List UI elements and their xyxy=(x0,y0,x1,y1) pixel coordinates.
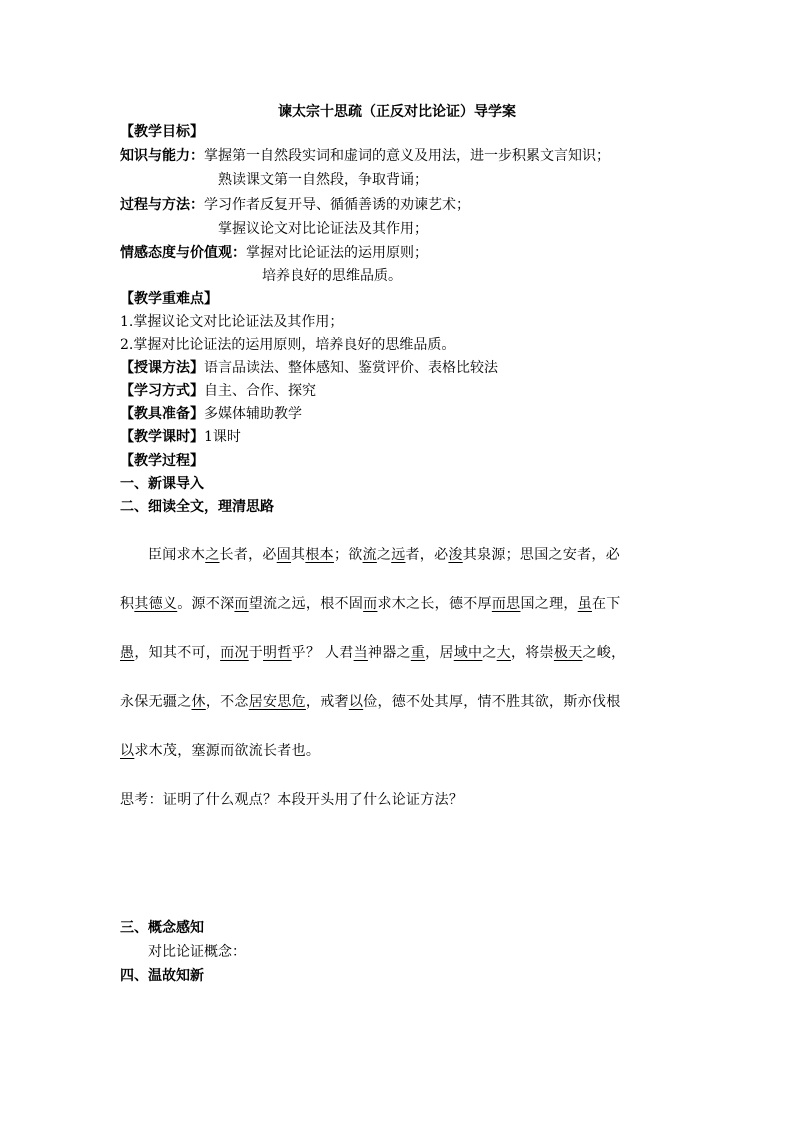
underlined-word: 远 xyxy=(391,547,406,563)
process-text-1: 学习作者反复开导、循循善诱的劝谏艺术； xyxy=(204,197,470,213)
tools-line xyxy=(120,404,302,424)
passage-text: 于 xyxy=(248,645,264,661)
passage-text: 求木茂，塞源而欲流长者也。 xyxy=(134,743,321,759)
passage-text: 其 xyxy=(291,547,306,563)
passage-text: 其泉源；思国之安者，必 xyxy=(462,547,621,563)
underlined-word: 当 xyxy=(353,645,368,661)
underlined-word: 虽 xyxy=(577,596,592,612)
underlined-word: 大 xyxy=(496,645,511,661)
passage-text: 之 xyxy=(482,645,497,661)
tools-text: 多媒体辅助教学 xyxy=(204,406,302,422)
study-label: 【学习方式】 xyxy=(120,383,204,399)
passage-text: 在下 xyxy=(591,596,621,612)
underlined-word: 域中 xyxy=(453,645,483,661)
passage-text: 俭，德不处其厚，情不胜其欲，斯亦伐根 xyxy=(363,694,621,710)
underlined-word: 流 xyxy=(362,547,377,563)
underlined-word: 以 xyxy=(348,694,364,710)
passage-text: 求木之长，德不厚 xyxy=(377,596,492,612)
emotion-label: 情感态度与价值观： xyxy=(120,245,246,261)
passage-text: 积 xyxy=(120,596,135,612)
tools-label: 【教具准备】 xyxy=(120,406,204,422)
passage-text: ，将崇 xyxy=(510,645,554,661)
key-points-heading: 【教学重难点】 xyxy=(120,291,218,307)
underlined-word: 休 xyxy=(191,694,206,710)
study-line xyxy=(120,381,316,401)
underlined-word: 居安思危 xyxy=(248,694,306,710)
process-line-2: 掌握议论文对比论证法及其作用； xyxy=(218,221,428,237)
passage-text: 永保无疆之 xyxy=(120,694,192,710)
underlined-word: 愚 xyxy=(120,645,135,661)
process-label: 过程与方法： xyxy=(120,197,204,213)
passage-line-3 xyxy=(120,643,625,663)
method-line xyxy=(120,358,498,378)
passage-text: 乎？ 人君 xyxy=(291,645,354,661)
knowledge-line-1 xyxy=(120,146,610,166)
emotion-text-1: 掌握对比论证法的运用原则； xyxy=(246,245,428,261)
underlined-word: 以 xyxy=(120,743,135,759)
key-point-2: 2.掌握对比论证法的运用原则，培养良好的思维品质。 xyxy=(120,337,456,353)
key-point-1: 1.掌握议论文对比论证法及其作用； xyxy=(120,314,344,330)
passage-text: 长者，必 xyxy=(219,547,277,563)
section-2-heading: 二、细读全文，理清思路 xyxy=(120,499,274,515)
passage-line-4 xyxy=(120,692,621,712)
passage-line-2 xyxy=(120,594,621,614)
passage-text: 臣闻求木 xyxy=(148,547,206,563)
underlined-word: 重 xyxy=(410,645,426,661)
knowledge-line-2: 熟读课文第一自然段，争取背诵； xyxy=(218,172,428,188)
document-title: 谏太宗十思疏（正反对比论证）导学案 xyxy=(278,104,516,120)
passage-text: 。源不深 xyxy=(177,596,235,612)
method-label: 【授课方法】 xyxy=(120,360,204,376)
underlined-word: 而况 xyxy=(220,645,249,661)
section-4-heading: 四、温故知新 xyxy=(120,968,204,984)
knowledge-label: 知识与能力： xyxy=(120,148,204,164)
emotion-line-2: 培养良好的思维品质。 xyxy=(262,268,402,284)
goals-heading: 【教学目标】 xyxy=(120,124,204,140)
think-question: 思考：证明了什么观点？本段开头用了什么论证方法？ xyxy=(120,792,464,808)
hours-label: 【教学课时】 xyxy=(120,429,204,445)
method-text: 语言品读法、整体感知、鉴赏评价、表格比较法 xyxy=(204,360,498,376)
passage-text: ；欲 xyxy=(333,547,363,563)
passage-text: ，不念 xyxy=(205,694,249,710)
underlined-word: 而 xyxy=(363,596,378,612)
section-3-heading: 三、概念感知 xyxy=(120,920,204,936)
underlined-word: 而思 xyxy=(491,596,521,612)
emotion-line-1 xyxy=(120,243,428,263)
concept-line: 对比论证概念： xyxy=(148,944,246,960)
section-1-heading: 一、新课导入 xyxy=(120,476,204,492)
passage-text: ，戒奢 xyxy=(305,694,349,710)
passage-text: ，居 xyxy=(425,645,454,661)
passage-text: 之峻， xyxy=(582,645,626,661)
study-text: 自主、合作、探究 xyxy=(204,383,316,399)
passage-text: 之 xyxy=(376,547,392,563)
process-line-1 xyxy=(120,195,470,215)
passage-line-1 xyxy=(148,545,620,565)
passage-text: ，知其不可， xyxy=(134,645,221,661)
hours-text: 1课时 xyxy=(204,429,241,445)
passage-text: 望流之远，根不固 xyxy=(248,596,364,612)
hours-line xyxy=(120,427,241,447)
underlined-word: 之 xyxy=(205,547,220,563)
process-heading: 【教学过程】 xyxy=(120,453,204,469)
underlined-word: 而 xyxy=(234,596,249,612)
underlined-word: 其德义 xyxy=(134,596,178,612)
underlined-word: 固 xyxy=(276,547,292,563)
passage-text: 国之理， xyxy=(520,596,578,612)
underlined-word: 明哲 xyxy=(263,645,292,661)
passage-text: 神器之 xyxy=(367,645,411,661)
passage-text: 者，必 xyxy=(405,547,449,563)
passage-line-5 xyxy=(120,741,320,761)
underlined-word: 浚 xyxy=(448,547,463,563)
underlined-word: 根本 xyxy=(305,547,334,563)
knowledge-text-1: 掌握第一自然段实词和虚词的意义及用法，进一步积累文言知识； xyxy=(204,148,610,164)
underlined-word: 极天 xyxy=(553,645,583,661)
